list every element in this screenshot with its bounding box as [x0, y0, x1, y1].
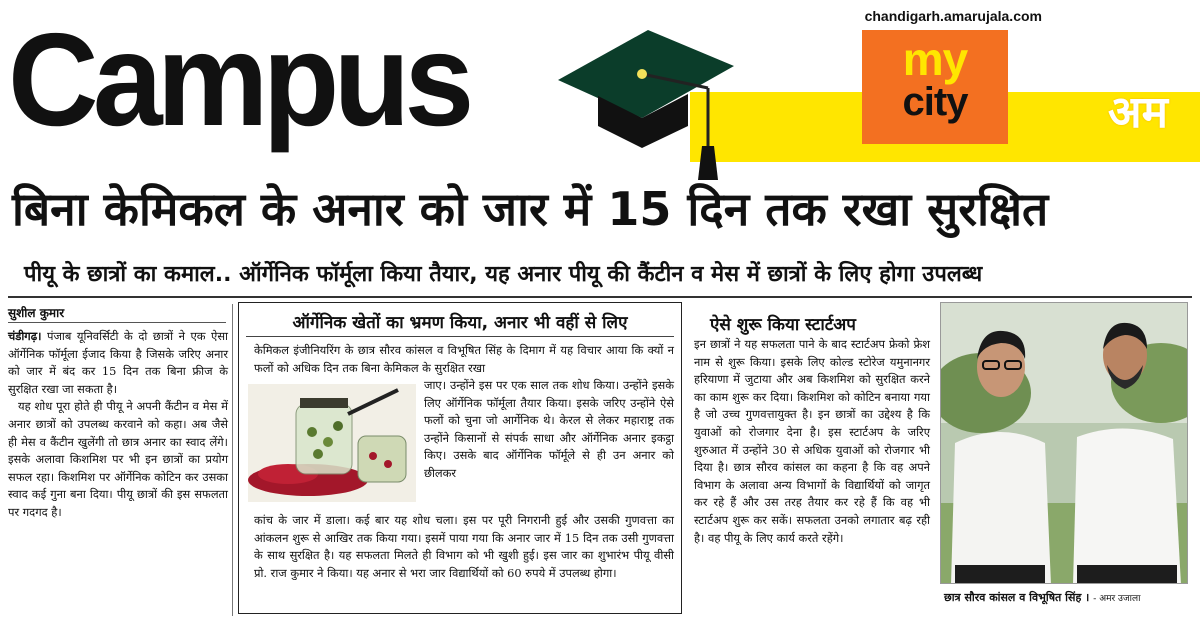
headline: बिना केमिकल के अनार को जार में 15 दिन तक रखा सुरक्षित [12, 182, 1049, 236]
students-photo [940, 302, 1188, 584]
logo-city-text: city [902, 80, 968, 124]
main-story-paragraph: यह शोध पूरा होते ही पीयू ने अपनी कैंटीन व मेस में अनार छात्रों को उपलब्ध करवाने को कहा। अब जैसे ही मेस व कैंटीन खुलेंगी तो छात्र अनार का स्वाद लेंगे। इसके अलावा किशमिश पर भी इन छात्रों का प्रयोग सफल रहा। किशमिश पर ऑर्गेनिक कोटिन कर उसका स्वाद कई गुना बना दिया। पीयू छात्रों की इस सफलता पर गदगद है। [8, 399, 228, 519]
box-story-title: ऑर्गेनिक खेतों का भ्रमण किया, अनार भी वहीं से लिए [292, 313, 628, 333]
box-story-text-bottom: कांच के जार में डाला। कई बार यह शोध चला। इस पर पूरी निगरानी हुई और उसकी गुणवत्ता का आंकलन शुरू से आखिर तक किया गया। इसमें पाया गया कि अनार जार में 15 दिन तक उसी गुणवत्ता के साथ सुरक्षित है। यह सफलता मिलते ही विभाग को भी खुशी हुई। इस जार का शुभारंभ पीयू वीसी प्रो. राज कुमार ने किया। यह अनार से भरा जार विद्यार्थियों को 60 रुपये में उपलब्ध होगा। [254, 513, 674, 580]
main-story-paragraph [8, 328, 228, 398]
box-story-text-top: केमिकल इंजीनियरिंग के छात्र सौरव कांसल व विभूषित सिंह के दिमाग में यह विचार आया कि क्यों न फलों को अधिक दिन तक बिना केमिकल के सुरक्षित रखा [254, 343, 674, 375]
amar-ujala-fragment: अम [1108, 87, 1168, 138]
section-title: Campus [8, 6, 469, 153]
column-divider [232, 304, 233, 616]
caption-text: छात्र सौरव कांसल व विभूषित सिंह । [944, 591, 1090, 604]
box-story-text-side: जाए। उन्होंने इस पर एक साल तक शोध किया। उन्होंने इसके लिए ऑर्गेनिक फॉर्मूला तैयार किया। इसके जरिए उन्होंने ऐसे फलों को चुना जो आर्गेनिक थे। केरल से लेकर महाराष्ट्र तक उन्होंने किसानों से संपर्क साधा और ऑर्गेनिक अनार इकट्ठा किए। उसके बाद ऑर्गेनिक फॉर्मूले से ही उन अनार को छीलकर [424, 378, 674, 480]
logo-my-text: my [902, 33, 968, 85]
startup-story-text: इन छात्रों ने यह सफलता पाने के बाद स्टार्टअप फ्रेको फ्रेश नाम से शुरू किया। इसके लिए कोल्ड स्टोरेज यमुनानगर हरियाणा में जुटाया और अब किशमिश को सुरक्षित करने का काम शुरू कर दिया। किशमिश को कोटिन बनाया गया है जो उच्च गुणवत्तायुक्त है। इन छात्रों का उद्देश्य है कि युवाओं को रोजगार देना है। इस स्टार्टअप के जरिए शुरुआत में उन्होंने 30 से अधिक युवाओं को रोजगार भी दिया है। छात्र सौरव कांसल का कहना है कि वह अपने विभाग के अलावा अन्य विभागों के विद्यार्थियों को जागृत कर रहे हैं और उस तरह तैयार कर रहे हैं कि वह भी स्टार्टअप शुरू कर सकें। सफलता उनको लगातार बढ़ रही है। वह पीयू के लिए कार्य करते रहेंगे। [694, 337, 930, 545]
startup-story-title: ऐसे शुरू किया स्टार्टअप [710, 315, 856, 335]
main-story [8, 328, 228, 522]
photo-caption [944, 590, 1188, 605]
pomegranate-jar-photo [248, 384, 416, 502]
site-url: chandigarh.amarujala.com [864, 8, 1042, 24]
headline-divider [8, 296, 1192, 298]
byline: सुशील कुमार [8, 306, 65, 320]
byline-divider [8, 322, 226, 323]
graduation-cap-icon [538, 22, 738, 182]
mycity-logo [862, 30, 1008, 144]
subheadline: पीयू के छात्रों का कमाल.. ऑर्गेनिक फॉर्मूला किया तैयार, यह अनार पीयू की कैंटीन व मेस में छात्रों के लिए होगा उपलब्ध [24, 262, 983, 287]
dateline: चंडीगढ़। [8, 329, 42, 343]
photo-credit: - अमर उजाला [1093, 594, 1141, 604]
box-title-divider [246, 336, 674, 337]
paragraph-text: पंजाब यूनिवर्सिटी के दो छात्रों ने एक ऐसा ऑर्गेनिक फॉर्मूला ईजाद किया है जिसके जरिए अनार को जार में बंद कर 15 दिन तक बिना फ्रीज के सुरक्षित रखा जा सकता है। [8, 329, 229, 396]
